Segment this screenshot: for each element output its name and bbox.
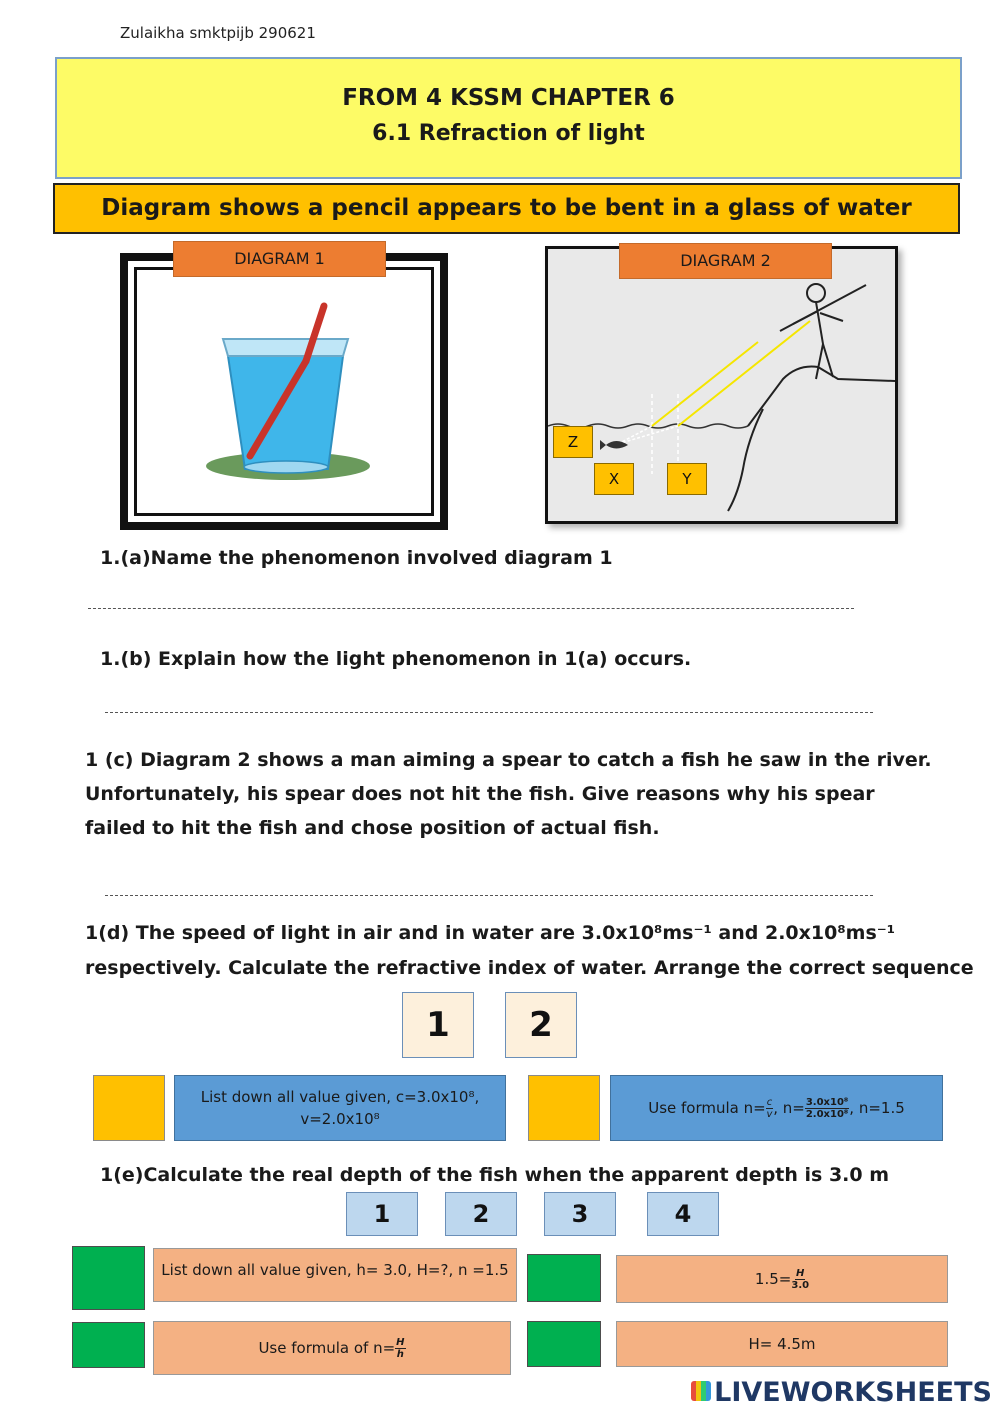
question-1c-line1: 1 (c) Diagram 2 shows a man aiming a spear to catch a fish he saw in the river. bbox=[85, 749, 932, 771]
chapter-title: FROM 4 KSSM CHAPTER 6 bbox=[342, 85, 675, 111]
q1d-order-number-1[interactable]: 1 bbox=[402, 992, 474, 1058]
q1d-drop-slot-2[interactable] bbox=[528, 1075, 600, 1141]
q1e-drop-slot-4[interactable] bbox=[527, 1321, 601, 1367]
answer-line-1a[interactable] bbox=[88, 608, 854, 609]
question-1c-line3: failed to hit the fish and chose position of actual fish. bbox=[85, 817, 660, 839]
glass-water bbox=[228, 356, 343, 469]
q1e-order-number-4[interactable]: 4 bbox=[647, 1192, 719, 1236]
diagram-2-label: DIAGRAM 2 bbox=[619, 243, 832, 279]
tag-z: Z bbox=[553, 426, 593, 458]
q1e-drop-slot-1[interactable] bbox=[72, 1246, 145, 1310]
question-1e: 1(e)Calculate the real depth of the fish when the apparent depth is 3.0 m bbox=[100, 1164, 890, 1186]
section-title: 6.1 Refraction of light bbox=[372, 121, 645, 146]
q1e-card-formula bbox=[153, 1321, 511, 1375]
glass-with-pencil-illustration bbox=[128, 261, 440, 522]
q1e-card-list-values: List down all value given, h= 3.0, H=?, n =1.5 bbox=[153, 1248, 517, 1302]
spear bbox=[780, 285, 866, 331]
q1e-order-number-3[interactable]: 3 bbox=[544, 1192, 616, 1236]
liveworksheets-badge-icon bbox=[691, 1381, 711, 1401]
q1d-formula-fraction-values: $\frac{\text{3.0x10⁸}}{\text{2.0x10⁸}}$ bbox=[805, 1096, 849, 1120]
question-1d-line2: respectively. Calculate the refractive index of water. Arrange the correct sequence bbox=[85, 957, 974, 979]
q1d-order-number-2[interactable]: 2 bbox=[505, 992, 577, 1058]
q1d-formula-result: , n=1.5 bbox=[849, 1099, 905, 1117]
river-bank-lower bbox=[728, 409, 763, 511]
q1d-drop-slot-1[interactable] bbox=[93, 1075, 165, 1141]
diagram-1-frame bbox=[120, 253, 448, 530]
title-box bbox=[55, 57, 962, 179]
tag-y: Y bbox=[667, 463, 707, 495]
q1e-card-result: H= 4.5m bbox=[616, 1321, 948, 1367]
glass-rim bbox=[223, 339, 348, 356]
q1d-formula-mid: , n= bbox=[773, 1099, 805, 1117]
q1e-drop-slot-2[interactable] bbox=[527, 1254, 601, 1302]
q1e-card-substitution bbox=[616, 1255, 948, 1303]
instruction-banner: Diagram shows a pencil appears to be bent in a glass of water bbox=[53, 183, 960, 234]
question-1d-line1: 1(d) The speed of light in air and in water are 3.0x10⁸ms⁻¹ and 2.0x10⁸ms⁻¹ bbox=[85, 922, 896, 944]
q1d-formula-prefix: Use formula n= bbox=[648, 1099, 766, 1117]
glass-base bbox=[244, 461, 328, 473]
answer-line-1c[interactable] bbox=[105, 895, 873, 896]
q1d-card-formula bbox=[610, 1075, 943, 1141]
q1e-drop-slot-3[interactable] bbox=[72, 1322, 145, 1368]
author-credit: Zulaikha smktpijb 290621 bbox=[120, 24, 316, 42]
q1e-order-number-2[interactable]: 2 bbox=[445, 1192, 517, 1236]
man-head bbox=[807, 284, 825, 302]
q1e-order-number-1[interactable]: 1 bbox=[346, 1192, 418, 1236]
liveworksheets-logo: LIVEWORKSHEETS bbox=[691, 1377, 992, 1408]
tag-x: X bbox=[594, 463, 634, 495]
q1d-card-list-values-line1: List down all value given, c=3.0x10⁸, bbox=[200, 1088, 480, 1106]
q1d-card-list-values bbox=[174, 1075, 506, 1141]
diagram-1-label: DIAGRAM 1 bbox=[173, 241, 386, 277]
q1e-substitution-prefix: 1.5= bbox=[754, 1270, 792, 1288]
river-bank bbox=[748, 367, 895, 427]
refracted-ray-2 bbox=[618, 426, 678, 444]
q1d-formula-fraction-c-v: $\frac{c}{v}$ bbox=[766, 1096, 773, 1120]
light-ray-1 bbox=[652, 342, 758, 426]
question-1a: 1.(a)Name the phenomenon involved diagram 1 bbox=[100, 547, 613, 569]
q1e-substitution-fraction: $\frac{H}{3.0}$ bbox=[791, 1267, 810, 1291]
q1e-formula-fraction: $\frac{H}{h}$ bbox=[396, 1336, 405, 1360]
question-1c-line2: Unfortunately, his spear does not hit the fish. Give reasons why his spear bbox=[85, 783, 875, 805]
q1e-formula-prefix: Use formula of n= bbox=[258, 1339, 396, 1357]
answer-line-1b[interactable] bbox=[105, 712, 873, 713]
q1d-card-list-values-line2: v=2.0x10⁸ bbox=[300, 1110, 380, 1128]
question-1b: 1.(b) Explain how the light phenomenon in 1(a) occurs. bbox=[100, 648, 692, 670]
